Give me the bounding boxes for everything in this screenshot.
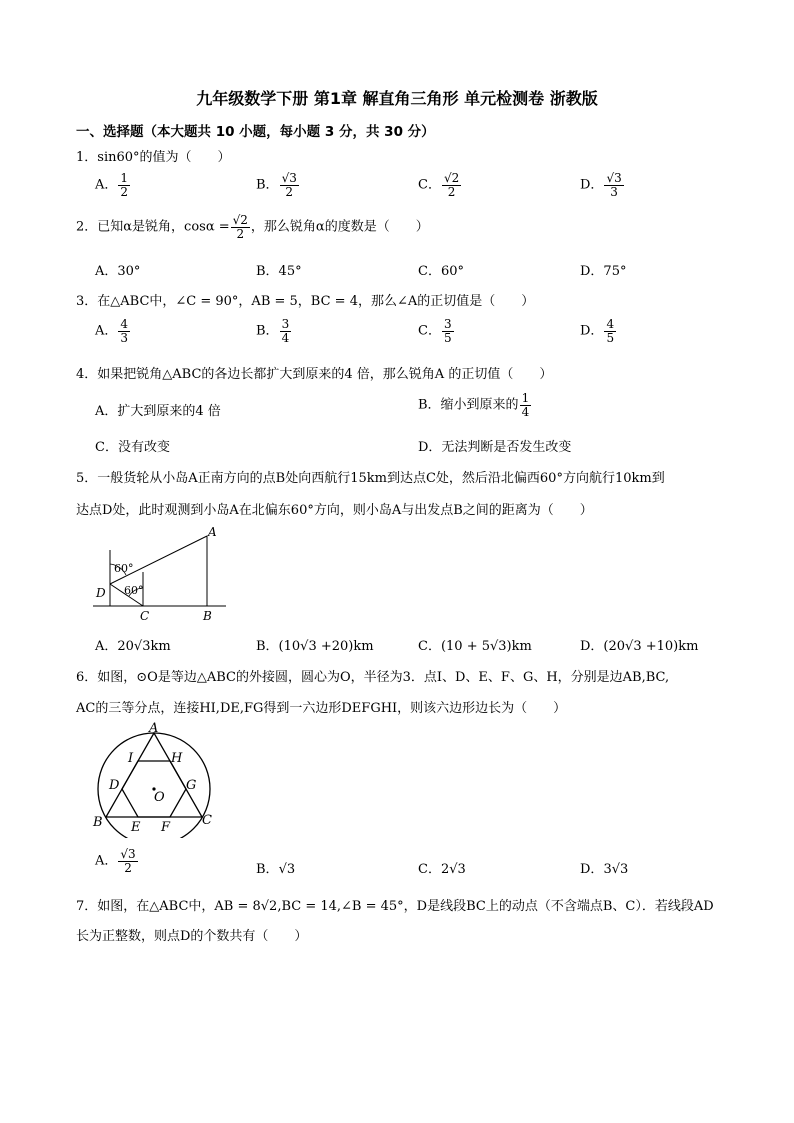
- q5-figure: [88, 522, 233, 626]
- q6-option-a: A． $\frac{√3}{2}$: [95, 847, 136, 875]
- q4-option-d: D．无法判断是否发生改变: [418, 440, 572, 455]
- q5-option-d: D．(20√3 +10)km: [580, 639, 699, 654]
- q3-option-a: A． $\frac{4}{3}$: [95, 317, 129, 345]
- q6-figure: [90, 718, 220, 838]
- q6-label-h: H: [171, 751, 183, 766]
- q1-option-d: D． $\frac{√3}{3}$: [580, 171, 622, 199]
- q2-option-d: D．75°: [580, 264, 627, 279]
- q6-label-c: C: [202, 813, 212, 828]
- q4-option-b: B．缩小到原来的 $\frac{1}{4}$: [418, 391, 530, 419]
- q1-option-c: C． $\frac{√2}{2}$: [418, 171, 460, 199]
- q5-line-da: [110, 536, 207, 584]
- q6-label-o: O: [154, 790, 165, 805]
- question-5-stem-line2: 达点D处，此时观测到小岛A在北偏东60°方向，则小岛A与出发点B之间的距离为（ ）: [76, 503, 593, 518]
- question-6-stem-line1: 6．如图，⊙O是等边△ABC的外接圆，圆心为O，半径为3．点I、D、E、F、G、H，分别是边AB,BC,: [76, 670, 670, 685]
- q5-angle-label-1: 60°: [114, 562, 134, 575]
- question-7-stem-line2: 长为正整数，则点D的个数共有（ ）: [76, 929, 308, 944]
- question-2-stem: 2．已知α是锐角，cosα = $\frac{√2}{2}$ ，那么锐角α的度数是（ ）: [76, 213, 429, 241]
- q2-option-a: A．30°: [95, 264, 141, 279]
- q2-option-c: C．60°: [418, 264, 464, 279]
- q5-angle-label-2: 60°: [124, 584, 144, 597]
- q1-option-a: A． $\frac{1}{2}$: [95, 171, 129, 199]
- q6-label-a: A: [149, 721, 159, 736]
- q6-label-g: G: [186, 778, 197, 793]
- question-1-stem: 1．sin60°的值为（ ）: [76, 150, 231, 165]
- q5-option-b: B．(10√3 +20)km: [256, 639, 374, 654]
- q6-option-c: C．2√3: [418, 862, 466, 877]
- q3-option-b: B． $\frac{3}{4}$: [256, 317, 290, 345]
- page-title: 九年级数学下册 第1章 解直角三角形 单元检测卷 浙教版: [196, 89, 598, 108]
- question-3-stem: 3．在△ABC中，∠C = 90°，AB = 5，BC = 4，那么∠A的正切值是（ ）: [76, 294, 535, 309]
- q1-option-b: B． $\frac{√3}{2}$: [256, 171, 297, 199]
- q6-label-i: I: [128, 751, 134, 766]
- q6-option-d: D．3√3: [580, 862, 629, 877]
- question-7-stem-line1: 7．如图，在△ABC中，AB = 8√2,BC = 14,∠B = 45°，D是线段BC上的动点（不含端点B、C）．若线段AD: [76, 899, 714, 914]
- q3-option-c: C． $\frac{3}{5}$: [418, 317, 452, 345]
- q4-option-a: A．扩大到原来的4 倍: [95, 404, 221, 419]
- q5-option-c: C．(10 + 5√3)km: [418, 639, 532, 654]
- q3-option-d: D． $\frac{4}{5}$: [580, 317, 615, 345]
- question-6-stem-line2: AC的三等分点，连接HI,DE,FG得到一六边形DEFGHI，则该六边形边长为（ ）: [76, 701, 567, 716]
- q5-label-b: B: [203, 609, 212, 623]
- q5-label-d: D: [96, 586, 106, 600]
- question-4-stem: 4．如果把锐角△ABC的各边长都扩大到原来的4 倍，那么锐角A 的正切值（ ）: [76, 367, 553, 382]
- q5-label-a: A: [208, 525, 217, 539]
- q4-option-c: C．没有改变: [95, 440, 170, 455]
- q6-label-b: B: [93, 815, 103, 830]
- section-heading: 一、选择题（本大题共 10 小题，每小题 3 分，共 30 分）: [76, 124, 435, 140]
- q2-option-b: B．45°: [256, 264, 302, 279]
- q5-option-a: A．20√3km: [95, 639, 171, 654]
- q6-label-f: F: [161, 820, 171, 835]
- q6-label-d: D: [109, 778, 120, 793]
- question-5-stem-line1: 5．一般货轮从小岛A正南方向的点B处向西航行15km到达点C处，然后沿北偏西60°方向航行10km到: [76, 471, 665, 486]
- q6-option-b: B．√3: [256, 862, 296, 877]
- q5-label-c: C: [140, 609, 150, 623]
- q6-label-e: E: [131, 820, 141, 835]
